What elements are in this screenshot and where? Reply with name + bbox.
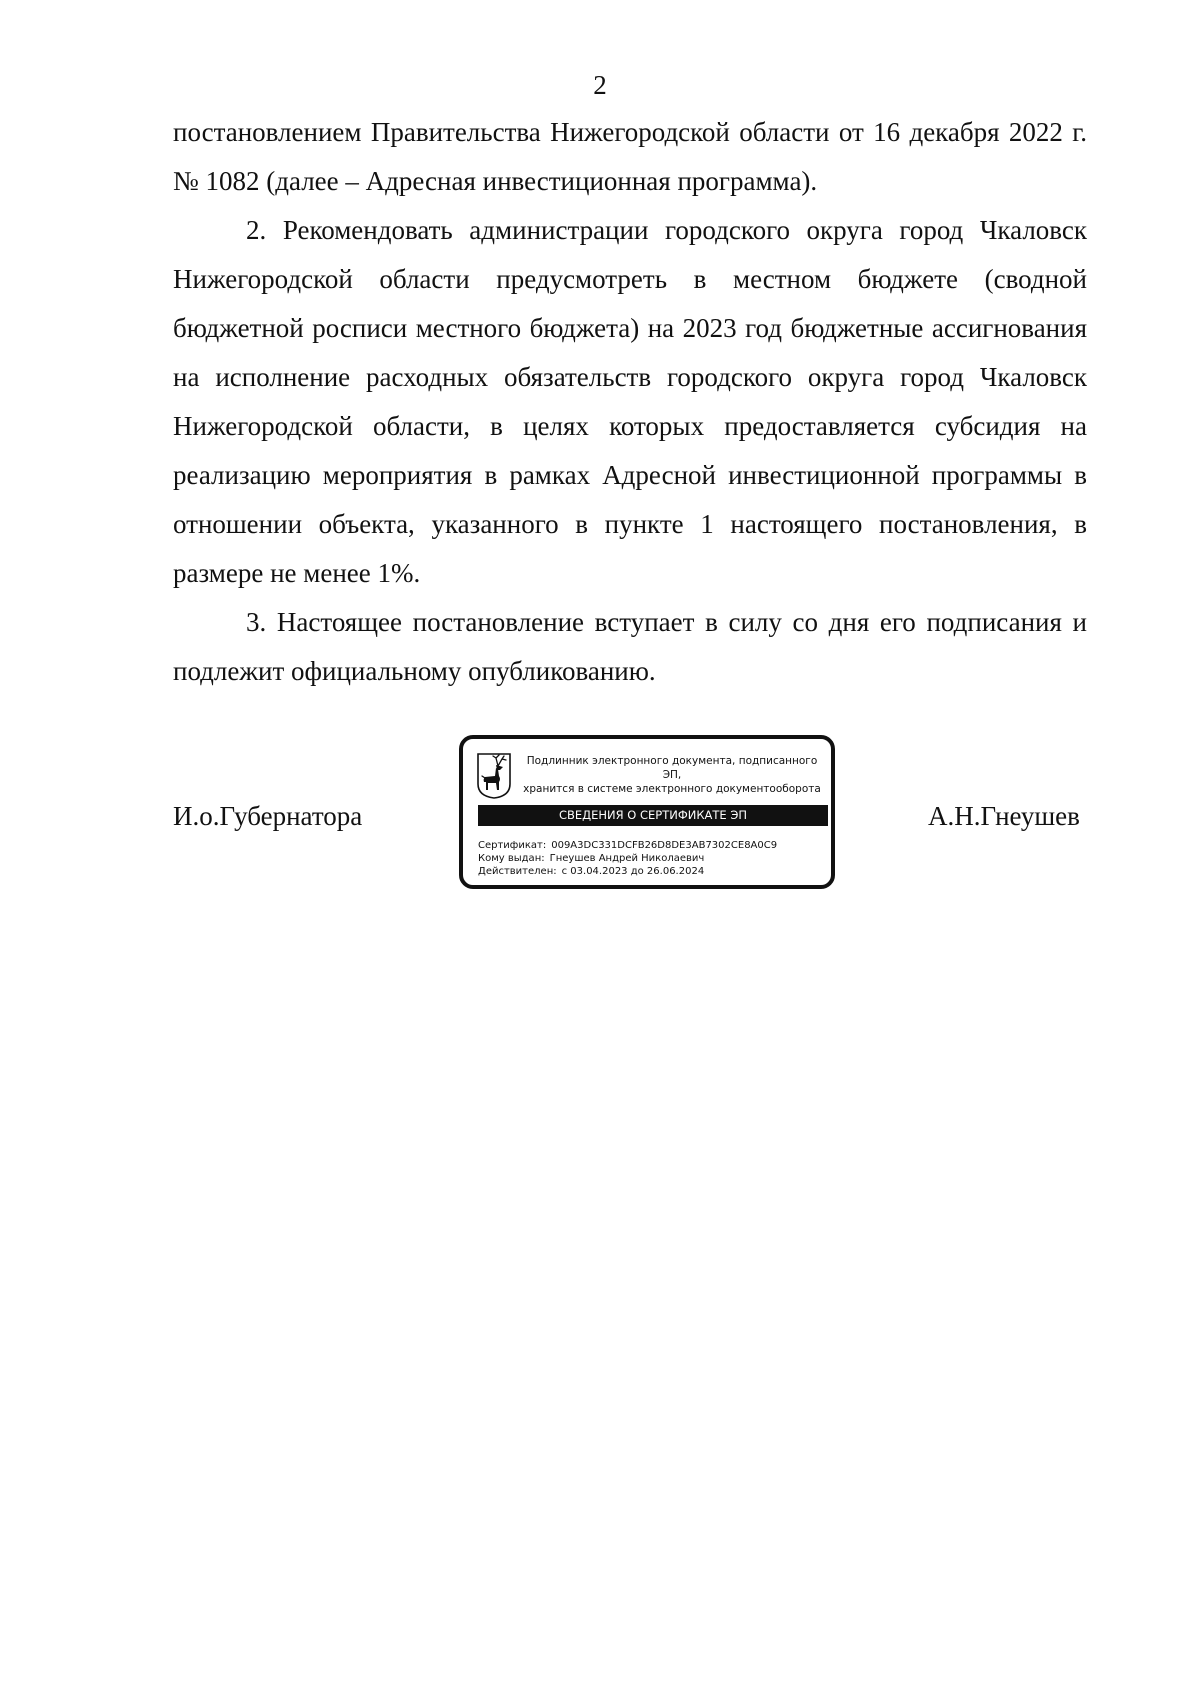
certificate-label: Сертификат: [478,840,547,851]
validity-label: Действителен: [478,866,557,877]
paragraph-item-3 [173,598,1087,696]
stamp-header-line-2: хранится в системе электронного документооборота [523,783,821,795]
paragraph-continuation [173,108,1087,206]
paragraph-continuation-text: постановлением Правительства Нижегородской области от 16 декабря 2022 г. № 1082 (далее – Адресная инвестиционная программа). [173,117,1087,196]
paragraph-item-2-text: 2. Рекомендовать администрации городского округа город Чкаловск Нижегородской области предусмотреть в местном бюджете (сводной бюджетной росписи местного бюджета) на 2023 год бюджетные ассигнования на исполнение расходных обязательств городского округа город Чкаловск Нижегородской области, в целях которых предоставляется субсидия на реализацию мероприятия в рамках Адресной инвестиционной программы в отношении объекта, указанного в пункте 1 настоящего постановления, в размере не менее 1%. [173,215,1087,588]
issued-to-row [478,852,777,865]
deer-emblem-icon [476,752,512,800]
validity-row [478,865,777,878]
signer-title: И.о.Губернатора [173,801,363,831]
paragraph-item-3-text: 3. Настоящее постановление вступает в силу со дня его подписания и подлежит официальному опубликованию. [173,607,1087,686]
signer-name: А.Н.Гнеушев [928,801,1080,831]
issued-to-value: Гнеушев Андрей Николаевич [549,853,705,864]
certificate-details [478,839,777,878]
paragraph-item-2 [173,206,1087,598]
electronic-signature-stamp [459,735,835,889]
stamp-header-line-1: Подлинник электронного документа, подписанного ЭП, [526,755,818,781]
certificate-info-bar: СВЕДЕНИЯ О СЕРТИФИКАТЕ ЭП [478,805,828,826]
validity-value: с 03.04.2023 до 26.06.2024 [561,866,705,877]
certificate-row [478,839,777,852]
issued-to-label: Кому выдан: [478,853,545,864]
certificate-value: 009A3DC331DCFB26D8DE3AB7302CE8A0C9 [551,840,778,851]
stamp-header [519,754,825,796]
page-number: 2 [593,70,607,100]
